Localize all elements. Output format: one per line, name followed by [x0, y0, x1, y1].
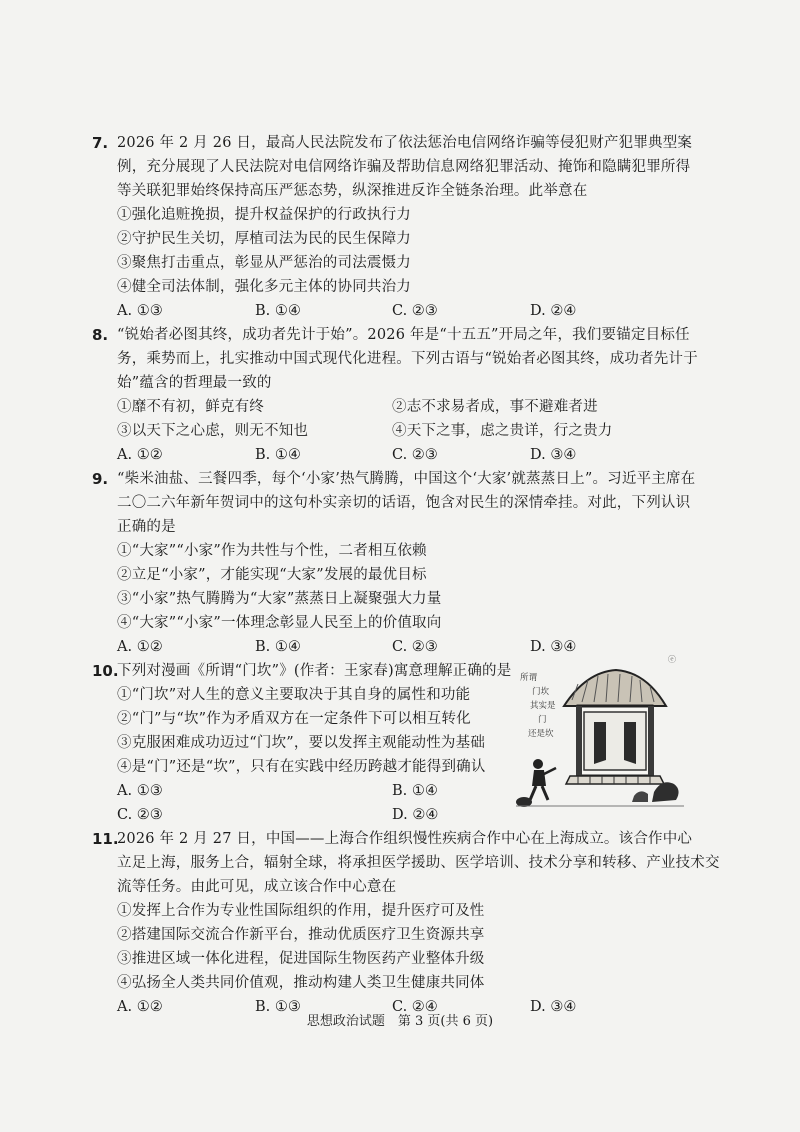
choice-a[interactable]: A. ①②: [117, 999, 163, 1015]
question-stem: “柴米油盐、三餐四季，每个‘小家’热气腾腾，中国这个‘大家’就蒸蒸日上”。习近平主席在: [117, 471, 696, 487]
statement: ④健全司法体制，强化多元主体的协同共治力: [117, 279, 411, 295]
statement: ②守护民生关切，厚植司法为民的民生保障力: [117, 231, 411, 247]
question-stem: 正确的是: [117, 519, 176, 535]
cartoon-caption-line: 门坎: [532, 687, 550, 697]
choice-c[interactable]: C. ②③: [392, 303, 438, 319]
statement: ②立足“小家”，才能实现“大家”发展的最优目标: [117, 567, 427, 583]
question-number: 11.: [92, 830, 119, 848]
choice-a[interactable]: A. ①③: [117, 303, 163, 319]
svg-text:ⓔ: ⓔ: [668, 655, 676, 664]
choice-b[interactable]: B. ①④: [392, 783, 438, 799]
statement: ②“门”与“坎”作为矛盾双方在一定条件下可以相互转化: [117, 711, 471, 727]
choice-d[interactable]: D. ②④: [530, 303, 577, 319]
choice-d[interactable]: D. ③④: [530, 639, 577, 655]
question-stem: 2026 年 2 月 27 日，中国——上海合作组织慢性疾病合作中心在上海成立。该合作中心: [117, 831, 693, 847]
question-number: 10.: [92, 662, 119, 680]
page-footer: 思想政治试题 第 3 页(共 6 页): [306, 1014, 494, 1029]
statement: ④天下之事，虑之贵详，行之贵力: [392, 423, 613, 439]
choice-c[interactable]: C. ②③: [392, 639, 438, 655]
statement: ④弘扬全人类共同价值观，推动构建人类卫生健康共同体: [117, 975, 485, 991]
statement: ②搭建国际交流合作新平台，推动优质医疗卫生资源共享: [117, 927, 485, 943]
statement: ③克服困难成功迈过“门坎”，要以发挥主观能动性为基础: [117, 735, 486, 751]
statement: ②志不求易者成，事不避难者进: [392, 399, 598, 415]
statement: ①“门坎”对人生的意义主要取决于其自身的属性和功能: [117, 687, 471, 703]
choice-b[interactable]: B. ①④: [255, 447, 301, 463]
question-number: 9.: [92, 470, 109, 488]
choice-a[interactable]: A. ①②: [117, 447, 163, 463]
choice-d[interactable]: D. ③④: [530, 999, 577, 1015]
question-stem: 二〇二六年新年贺词中的这句朴实亲切的话语，饱含对民生的深情牵挂。对此，下列认识: [117, 495, 691, 511]
question-stem: 始”蕴含的哲理最一致的: [117, 375, 272, 391]
question-stem: 例，充分展现了人民法院对电信网络诈骗及帮助信息网络犯罪活动、掩饰和隐瞒犯罪所得: [117, 159, 691, 175]
choice-d[interactable]: D. ②④: [392, 807, 439, 823]
statement: ③以天下之心虑，则无不知也: [117, 423, 309, 439]
question-stem: 务，乘势而上，扎实推动中国式现代化进程。下列古语与“锐始者必图其终，成功者先计于: [117, 351, 698, 367]
cartoon-caption-line: 还是坎: [528, 729, 554, 739]
question-stem: “锐始者必图其终，成功者先计于始”。2026 年是“十五五”开局之年，我们要锚定目标任: [117, 327, 690, 343]
statement: ③推进区域一体化进程，促进国际生物医药产业整体升级: [117, 951, 485, 967]
question-stem: 等关联犯罪始终保持高压严惩态势，纵深推进反诈全链条治理。此举意在: [117, 183, 588, 199]
cartoon-caption-line: 门: [538, 715, 547, 725]
statement: ①“大家”“小家”作为共性与个性，二者相互依赖: [117, 543, 427, 559]
cartoon-caption-line: 所谓: [520, 673, 538, 683]
choice-d[interactable]: D. ③④: [530, 447, 577, 463]
cartoon-caption: [520, 672, 556, 739]
question-number: 8.: [92, 326, 109, 344]
statement: ①靡不有初，鲜克有终: [117, 399, 264, 415]
choice-b[interactable]: B. ①④: [255, 639, 301, 655]
statement: ③聚焦打击重点，彰显从严惩治的司法震慑力: [117, 255, 411, 271]
choice-b[interactable]: B. ①④: [255, 303, 301, 319]
statement: ③“小家”热气腾腾为“大家”蒸蒸日上凝聚强大力量: [117, 591, 442, 607]
statement: ①发挥上合作为专业性国际组织的作用，提升医疗可及性: [117, 903, 485, 919]
question-stem: 下列对漫画《所谓“门坎”》(作者：王家春)寓意理解正确的是: [117, 663, 512, 679]
question-stem: 立足上海，服务上合，辐射全球，将承担医学援助、医学培训、技术分享和转移、产业技术交: [117, 855, 720, 871]
question-stem: 流等任务。由此可见，成立该合作中心意在: [117, 879, 397, 895]
choice-c[interactable]: C. ②③: [392, 447, 438, 463]
choice-c[interactable]: C. ②④: [392, 999, 438, 1015]
question-number: 7.: [92, 134, 109, 152]
choice-a[interactable]: A. ①②: [117, 639, 163, 655]
person-figure: [530, 759, 556, 800]
statement: ④是“门”还是“坎”，只有在实践中经历跨越才能得到确认: [117, 759, 486, 775]
question-stem: 2026 年 2 月 26 日，最高人民法院发布了依法惩治电信网络诈骗等侵犯财产犯罪典型案: [117, 135, 693, 151]
threshold-shape: [566, 776, 664, 784]
cartoon-doorway-illustration: [516, 650, 684, 810]
cartoon-caption-line: 其实是: [530, 701, 556, 711]
statement: ①强化追赃挽损，提升权益保护的行政执行力: [117, 207, 411, 223]
statement: ④“大家”“小家”一体理念彰显人民至上的价值取向: [117, 615, 442, 631]
choice-c[interactable]: C. ②③: [117, 807, 163, 823]
choice-b[interactable]: B. ①③: [255, 999, 301, 1015]
choice-a[interactable]: A. ①③: [117, 783, 163, 799]
